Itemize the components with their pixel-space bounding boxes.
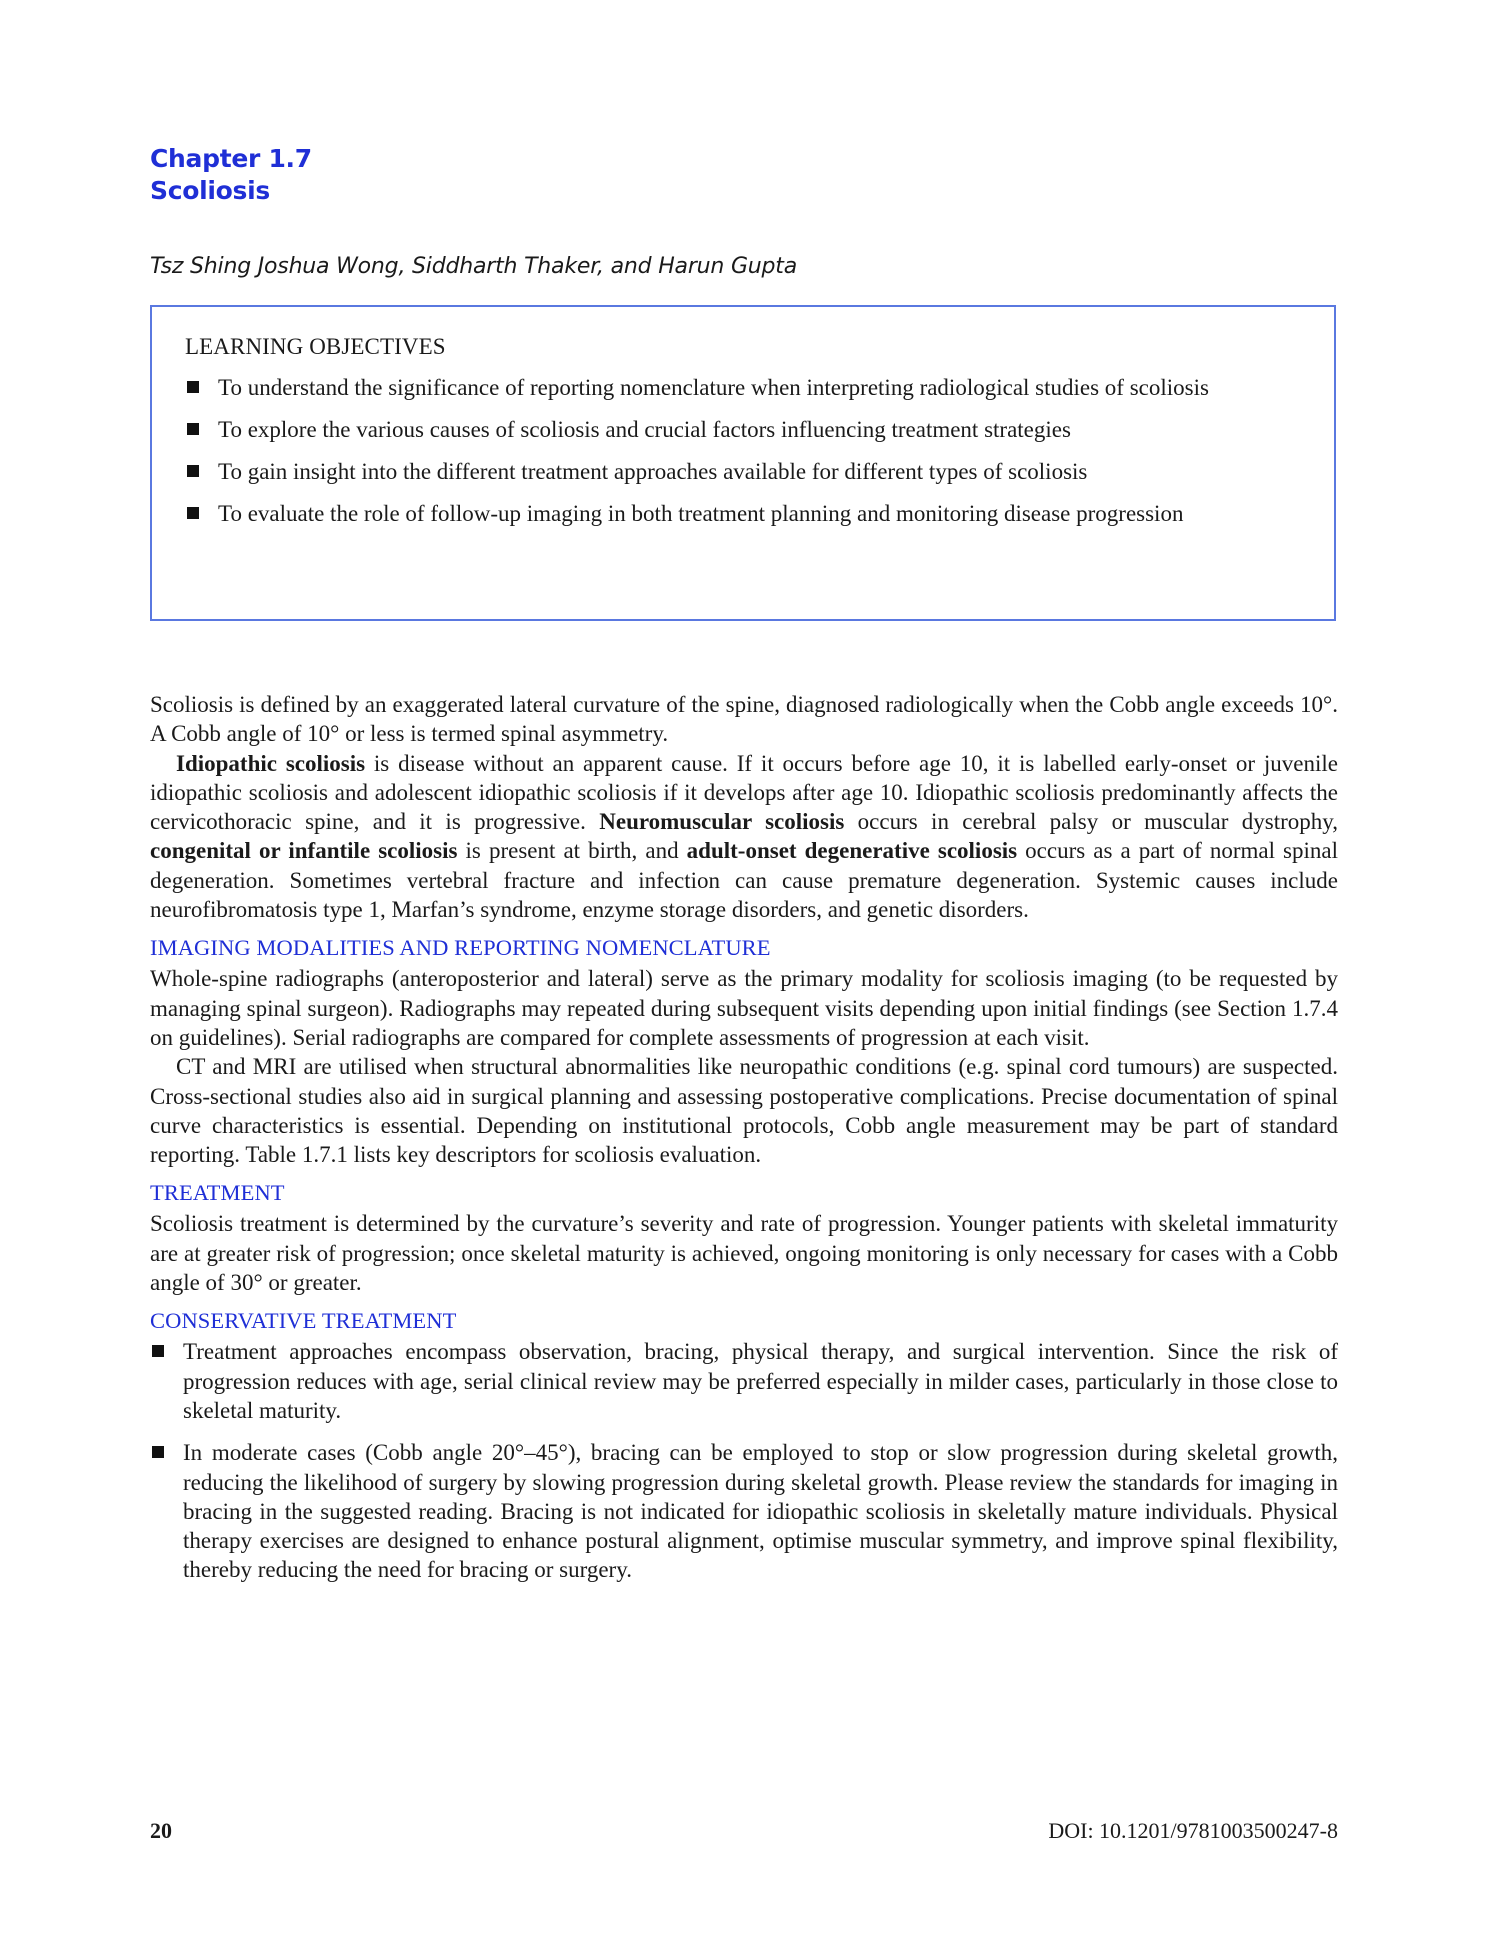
page-number: 20	[150, 1818, 172, 1843]
square-bullet-icon	[152, 1446, 164, 1458]
intro-paragraph-2: Idiopathic scoliosis is disease without an apparent cause. If it occurs before age 10, it is labelled early-onset or juvenile idiopathic scoliosis and adolescent idiopathic scoliosis if it develops after age 10. Idiopathic scoliosis predominantly affects the cervicothoracic spine, and it is progressive. Neuromuscular scoliosis occurs in cerebral palsy or muscular dystrophy, congenital or infantile scoliosis is present at birth, and adult-onset degenerative scoliosis occurs as a part of normal spinal degeneration. Sometimes vertebral fracture and infection can cause premature degeneration. Systemic causes include neurofibromatosis type 1, Marfan’s syndrome, enzyme storage disorders, and genetic disorders.	[150, 750, 1339, 923]
chapter-title: Scoliosis	[150, 176, 270, 205]
square-bullet-icon	[187, 507, 199, 519]
chapter-authors: Tsz Shing Joshua Wong, Siddharth Thaker, and Harun Gupta	[150, 254, 798, 279]
chapter-heading	[150, 143, 312, 207]
square-bullet-icon	[187, 423, 199, 435]
intro-paragraph-1: Scoliosis is defined by an exaggerated lateral curvature of the spine, diagnosed radiologically when the Cobb angle exceeds 10°. A Cobb angle of 10° or less is termed spinal asymmetry.	[150, 692, 1338, 747]
treatment-paragraph: Scoliosis treatment is determined by the curvature’s severity and rate of progression. Younger patients with skeletal immaturity are at greater risk of progression; once skeletal maturity is achieved, ongoing monitoring is only necessary for cases with a Cobb angle of 30° or greater.	[150, 1211, 1338, 1296]
conservative-treatment-list	[150, 1337, 1338, 1584]
learning-objective-item: To explore the various causes of scoliosis and crucial factors influencing treatment strategies	[185, 415, 1305, 444]
imaging-paragraph-2: CT and MRI are utilised when structural abnormalities like neuropathic conditions (e.g. spinal cord tumours) are suspected. Cross-sectional studies also aid in surgical planning and assessing postoperative complications. Precise documentation of spinal curve characteristics is essential. Depending on institutional protocols, Cobb angle measurement may be part of standard reporting. Table 1.7.1 lists key descriptors for scoliosis evaluation.	[150, 1054, 1338, 1168]
conservative-treatment-heading: CONSERVATIVE TREATMENT	[150, 1308, 457, 1334]
conservative-treatment-item: In moderate cases (Cobb angle 20°–45°), bracing can be employed to stop or slow progression during skeletal growth, reducing the likelihood of surgery by slowing progression during skeletal growth. Please review the standards for imaging in bracing in the suggested reading. Bracing is not indicated for idiopathic scoliosis in skeletally mature individuals. Physical therapy exercises are designed to enhance postural alignment, optimise muscular symmetry, and improve spinal flexibility, thereby reducing the need for bracing or surgery.	[150, 1438, 1338, 1584]
conservative-treatment-item: Treatment approaches encompass observation, bracing, physical therapy, and surgical intervention. Since the risk of progression reduces with age, serial clinical review may be preferred especially in milder cases, particularly in those close to skeletal maturity.	[150, 1337, 1338, 1425]
treatment-section-heading: TREATMENT	[150, 1180, 285, 1206]
term-neuromuscular: Neuromuscular scoliosis	[599, 809, 845, 835]
learning-objective-item: To understand the significance of reporting nomenclature when interpreting radiological studies of scoliosis	[185, 373, 1305, 402]
doi-label: DOI: 10.1201/9781003500247-8	[1048, 1818, 1338, 1843]
imaging-paragraph-1: Whole-spine radiographs (anteroposterior and lateral) serve as the primary modality for scoliosis imaging (to be requested by managing spinal surgeon). Radiographs may repeated during subsequent visits depending upon initial findings (see Section 1.7.4 on guidelines). Serial radiographs are compared for complete assessments of progression at each visit.	[150, 966, 1338, 1050]
square-bullet-icon	[187, 465, 199, 477]
learning-objectives-list	[185, 373, 1305, 541]
chapter-number: Chapter 1.7	[150, 144, 312, 173]
term-adult-onset: adult-onset degenerative scoliosis	[686, 838, 1018, 864]
square-bullet-icon	[152, 1345, 164, 1357]
square-bullet-icon	[187, 381, 199, 393]
imaging-section-heading: IMAGING MODALITIES AND REPORTING NOMENCLATURE	[150, 935, 771, 961]
learning-objective-item: To gain insight into the different treatment approaches available for different types of scoliosis	[185, 457, 1305, 486]
learning-objective-item: To evaluate the role of follow-up imaging in both treatment planning and monitoring disease progression	[185, 499, 1305, 528]
learning-objectives-heading: LEARNING OBJECTIVES	[185, 334, 446, 359]
term-idiopathic: Idiopathic scoliosis	[176, 750, 366, 776]
body-text	[150, 690, 1338, 1598]
term-congenital: congenital or infantile scoliosis	[150, 838, 458, 864]
learning-objectives-box	[150, 305, 1336, 621]
